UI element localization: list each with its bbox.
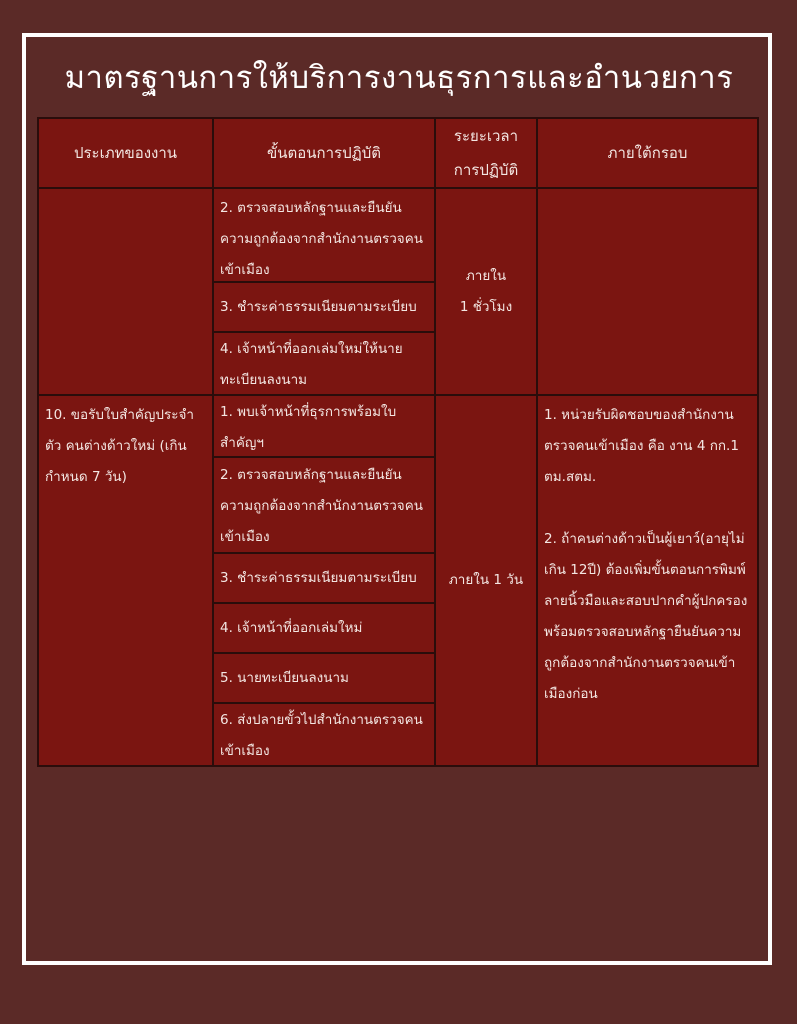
row2-type: 10. ขอรับใบสำคัญประจำตัว คนต่างด้าวใหม่ (เกินกำหนด 7 วัน) — [38, 395, 213, 766]
header-duration: ระยะเวลา การปฏิบัติ — [435, 118, 537, 188]
row2-framework: 1. หน่วยรับผิดชอบของสำนักงานตรวจคนเข้าเมือง คือ งาน 4 กก.1 ตม.สตม. 2. ถ้าคนต่างด้าวเป็นผู้เยาว์(อายุไม่เกิน 12ปี) ต้องเพิ่มขั้นตอนการพิมพ์ลายนิ้วมือและสอบปากคำผู้ปกครองพร้อมตรวจสอบหลักฐายืนยันความถูกต้องจากสำนักงานตรวจคนเข้าเมืองก่อน — [537, 395, 758, 766]
header-type: ประเภทของงาน — [38, 118, 213, 188]
row1-step: 3. ชำระค่าธรรมเนียมตามระเบียบ — [213, 282, 435, 332]
row2-step: 3. ชำระค่าธรรมเนียมตามระเบียบ — [213, 553, 435, 603]
row1-framework — [537, 188, 758, 395]
row1-step: 4. เจ้าหน้าที่ออกเล่มใหม่ให้นายทะเบียนลงนาม — [213, 332, 435, 395]
row2-step: 1. พบเจ้าหน้าที่ธุรการพร้อมใบสำคัญฯ — [213, 395, 435, 457]
row1-type — [38, 188, 213, 395]
row2-duration: ภายใน 1 วัน — [435, 395, 537, 766]
row2-step: 2. ตรวจสอบหลักฐานและยืนยันความถูกต้องจากสำนักงานตรวจคนเข้าเมือง — [213, 457, 435, 553]
header-steps: ขั้นตอนการปฏิบัติ — [213, 118, 435, 188]
header-framework: ภายใต้กรอบ — [537, 118, 758, 188]
row2-step: 6. ส่งปลายขั้วไปสำนักงานตรวจคนเข้าเมือง — [213, 703, 435, 766]
page-title: มาตรฐานการให้บริการงานธุรการและอำนวยการ — [64, 60, 734, 96]
row1-duration: ภายใน 1 ชั่วโมง — [435, 188, 537, 395]
row2-step: 4. เจ้าหน้าที่ออกเล่มใหม่ — [213, 603, 435, 653]
row2-step: 5. นายทะเบียนลงนาม — [213, 653, 435, 703]
row1-step: 2. ตรวจสอบหลักฐานและยืนยันความถูกต้องจากสำนักงานตรวจคนเข้าเมือง — [213, 188, 435, 282]
